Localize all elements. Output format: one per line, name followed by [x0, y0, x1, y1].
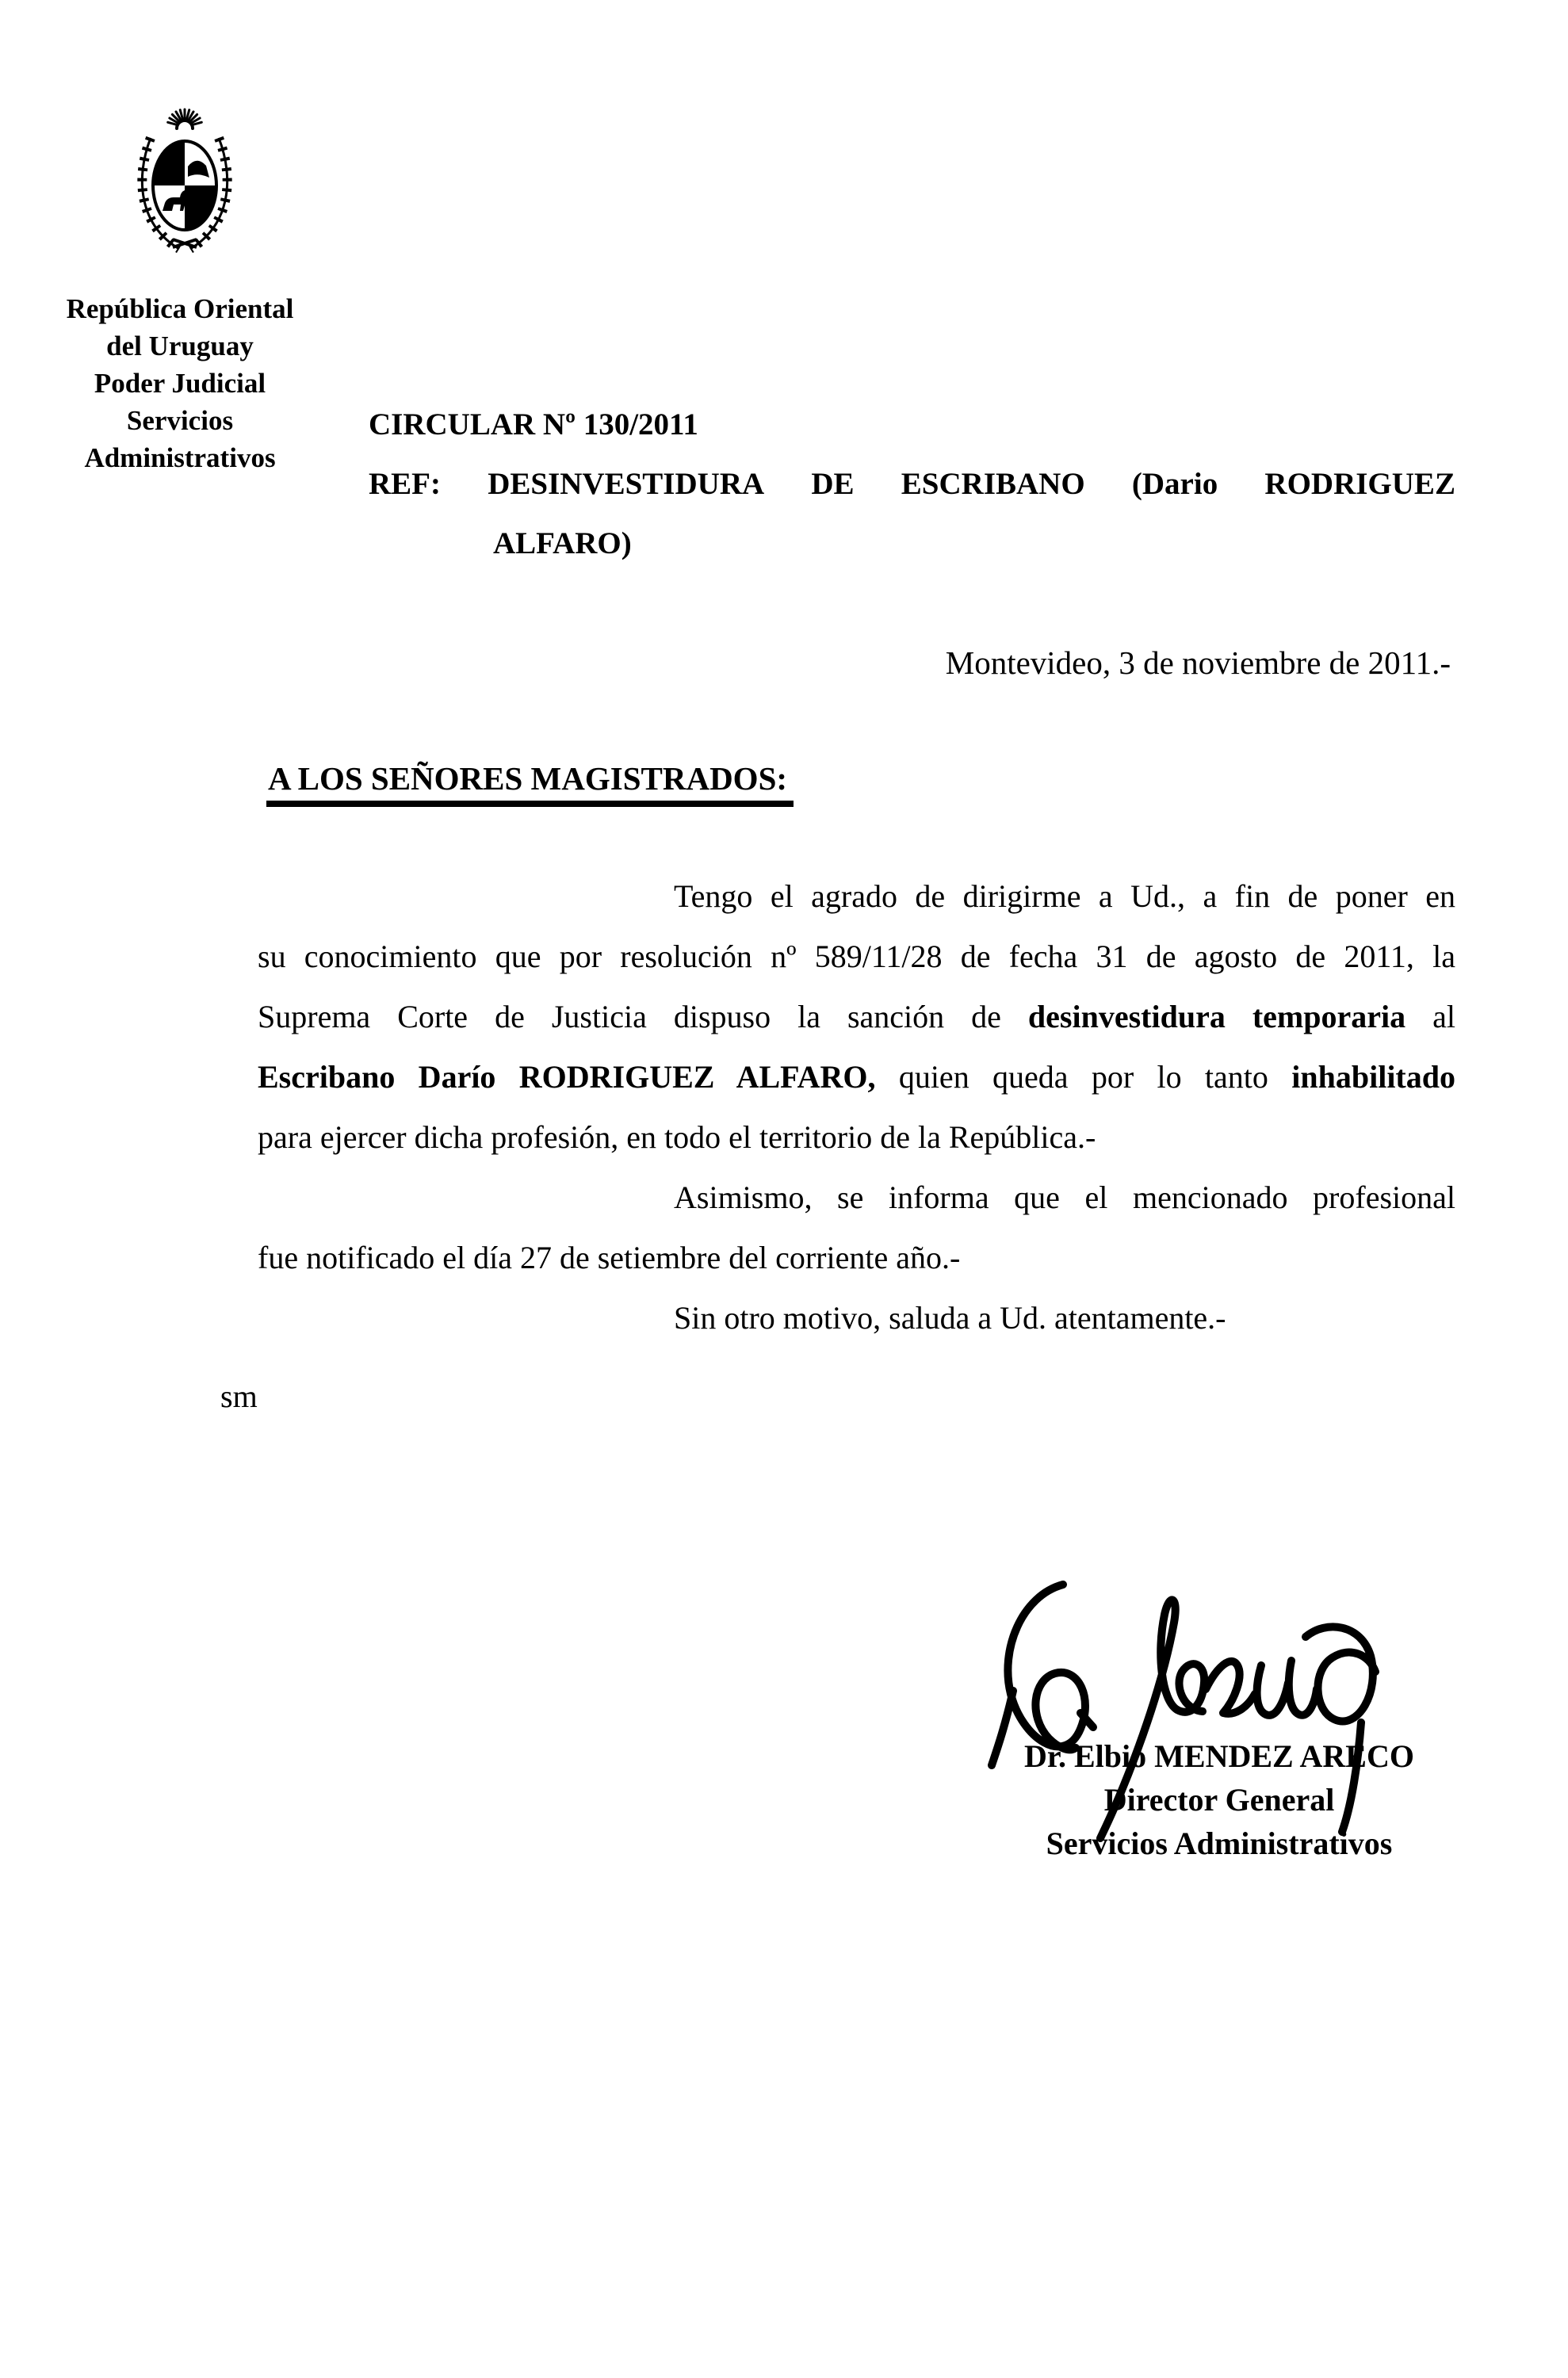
body-text-run-bold: inhabilitado — [1291, 1059, 1455, 1095]
uruguay-coat-of-arms-icon — [133, 90, 236, 257]
body-line: Asimismo, se informa que el mencionado profesional — [674, 1179, 1455, 1215]
body-text-run: al — [1405, 999, 1456, 1034]
typist-initials: sm — [220, 1378, 258, 1414]
ref-word: RODRIGUEZ — [1264, 467, 1455, 501]
letter-body — [258, 866, 1455, 1348]
ref-label: REF: — [369, 467, 441, 501]
body-line: para ejercer dicha profesión, en todo el territorio de la República.- — [258, 1119, 1096, 1155]
letterhead-line: Servicios — [126, 405, 234, 436]
ref-word: ESCRIBANO — [901, 467, 1085, 501]
body-text-run: quien queda por lo tanto — [875, 1059, 1292, 1095]
letterhead-line: Administrativos — [84, 442, 276, 473]
reference-line — [369, 454, 1455, 514]
signatory-name: Dr. Elbio MENDEZ ARECO — [1024, 1738, 1414, 1774]
ref-word: DE — [811, 467, 855, 501]
signatory-title: Director General — [1103, 1782, 1335, 1818]
letterhead-line: del Uruguay — [106, 331, 254, 361]
ref-word: DESINVESTIDURA — [488, 467, 765, 501]
ref-word: (Dario — [1131, 467, 1218, 501]
reference-continuation: ALFARO) — [493, 526, 632, 560]
circular-number: CIRCULAR Nº 130/2011 — [369, 407, 698, 442]
body-line — [258, 987, 1455, 1047]
letterhead — [32, 290, 328, 476]
header-block — [369, 395, 1455, 573]
body-line: Tengo el agrado de dirigirme a Ud., a fin de poner en — [674, 878, 1455, 914]
body-line: su conocimiento que por resolución nº 589/11/28 de fecha 31 de agosto de 2011, la — [258, 939, 1455, 974]
signature-block — [1017, 1734, 1421, 1865]
body-text-run-bold: Escribano Darío RODRIGUEZ ALFARO, — [258, 1059, 876, 1095]
body-line — [258, 1047, 1455, 1107]
body-text-run: Suprema Corte de Justicia dispuso la sanción de — [258, 999, 1028, 1034]
salutation: A LOS SEÑORES MAGISTRADOS: — [266, 759, 794, 807]
body-line: Sin otro motivo, saluda a Ud. atentamente.- — [674, 1300, 1226, 1336]
signatory-department: Servicios Administrativos — [1046, 1826, 1393, 1861]
date-line: Montevideo, 3 de noviembre de 2011.- — [945, 644, 1451, 681]
body-text-run-bold: desinvestidura temporaria — [1027, 999, 1406, 1034]
letterhead-line: Poder Judicial — [94, 368, 266, 399]
body-line: fue notificado el día 27 de setiembre del corriente año.- — [258, 1240, 961, 1275]
letterhead-line: República Oriental — [66, 293, 294, 324]
